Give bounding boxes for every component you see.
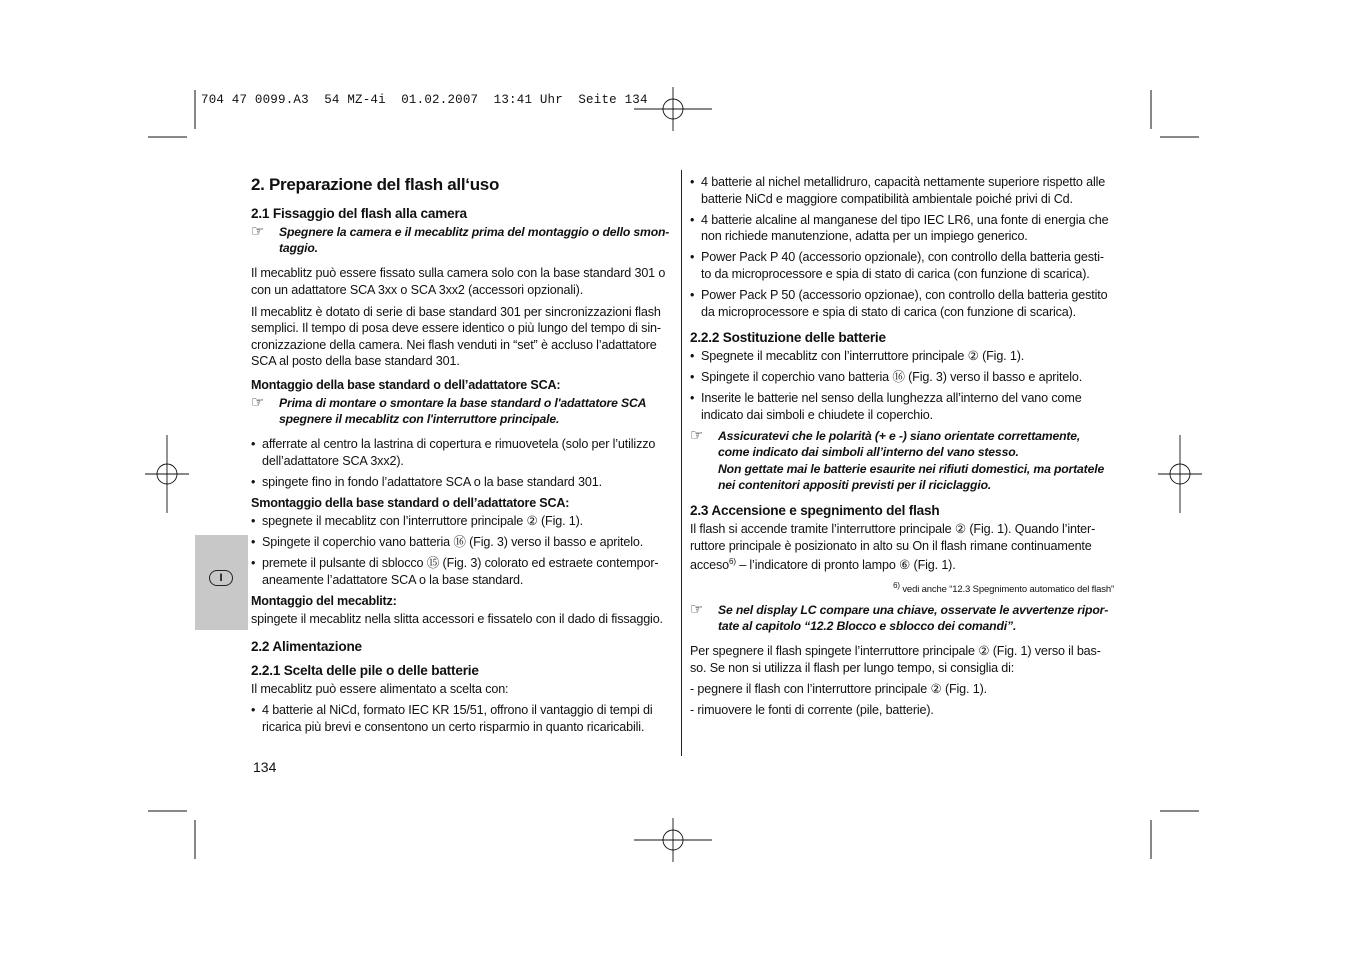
note: ☞ Spegnere la camera e il mecablitz prima del montaggio o dello smon-taggio. [251, 223, 670, 256]
paragraph: spingete il mecablitz nella slitta accessori e fissatelo con il dado di fissaggio. [251, 612, 663, 627]
list-item: • Spegnete il mecablitz con l’interruttore principale ② (Fig. 1). [690, 349, 1025, 364]
list-item: • Inserite le batterie nel senso della lunghezza all’interno del vano come indicato dai simboli e chiudete il coperchio. [690, 391, 1082, 423]
list-item: • 4 batterie al nichel metallidruro, capacità nettamente superiore rispetto alle batterie NiCd e maggiore compatibilità ambientale poiché privi di Cd. [690, 175, 1106, 206]
page-number: 134 [253, 759, 277, 775]
footnote: $^{6)}$ vedi anche “12.3 Spegnimento automatico del flash” [893, 580, 1114, 596]
heading-2-3: 2.3 Accensione e spegnimento del flash [690, 502, 940, 518]
subheading-mount: Montaggio della base standard o dell’adattatore SCA: [251, 377, 561, 392]
list-item: • Spingete il coperchio vano batteria ⑯ (Fig. 3) verso il basso e apritelo. [690, 370, 1083, 385]
list-item: • Power Pack P 40 (accessorio opzionale), con controllo della batteria gesti-to da microprocessore e spia di stato di carica (con funzione di scarica). [690, 250, 1104, 281]
pointing-hand-icon: ☞ [251, 393, 265, 411]
left-column [251, 174, 674, 740]
section-title: 2. Preparazione del flash all‘uso [251, 175, 500, 194]
paragraph: Il flash si accende tramite l’interruttore principale ② (Fig. 1). Quando l’inter-ruttore principale è posizionato in alto su On il flash rimane continuamente acceso$^{6)}$ – l’indicatore di pronto lampo ⑥ (Fig. 1). [690, 521, 1096, 573]
list-item: • Spingete il coperchio vano batteria ⑯ (Fig. 3) verso il basso e apritelo. [251, 535, 644, 550]
paragraph: Il mecablitz può essere alimentato a scelta con: [251, 681, 509, 696]
pointing-hand-icon: ☞ [251, 223, 265, 240]
list-item: • afferrate al centro la lastrina di copertura e rimuovetela (solo per l’utilizzo dell’adattatore SCA 3xx2). [251, 437, 656, 468]
note: ☞ Assicuratevi che le polarità (+ e -) siano orientate correttamente, come indicato dai simboli all’interno del vano stesso. Non gettate mai le batterie esaurite nei rifiuti domestici, ma portatele nei contenitori appositi previsti per il riciclaggio. [690, 427, 1105, 492]
pointing-hand-icon: ☞ [690, 427, 704, 445]
pointing-hand-icon: ☞ [690, 600, 704, 618]
column-divider [681, 170, 682, 756]
heading-2-2: 2.2 Alimentazione [251, 638, 362, 654]
paragraph: Per spegnere il flash spingete l’interruttore principale ② (Fig. 1) verso il bas-so. Se non si utilizza il flash per lungo tempo, si consiglia di: [690, 644, 1101, 675]
list-item: • Power Pack P 50 (accessorio opzionae), con controllo della batteria gestito da microprocessore e spia di stato di carica (con funzione di scarica). [690, 288, 1108, 319]
right-column [690, 174, 1114, 723]
note: ☞ Prima di montare o smontare la base standard o l'adattatore SCA spegnere il mecablitz con l'interruttore principale. [251, 393, 646, 427]
note: ☞ Se nel display LC compare una chiave, osservate le avvertenze ripor-tate al capitolo “12.2 Blocco e sblocco dei comandi”. [690, 600, 1109, 633]
list-item: • premete il pulsante di sblocco ⑮ (Fig. 3) colorato ed estraete contempor-aneamente l’adattatore SCA o la base standard. [251, 556, 659, 587]
subheading-unmount: Smontaggio della base standard o dell’adattatore SCA: [251, 496, 570, 511]
list-item: • 4 batterie al NiCd, formato IEC KR 15/51, offrono il vantaggio di tempi di ricarica più brevi e consentono un certo risparmio in quanto ricaricabili. [251, 703, 653, 734]
list-item: • spingete fino in fondo l’adattatore SCA o la base standard 301. [251, 475, 602, 490]
heading-2-2-1: 2.2.1 Scelta delle pile o delle batterie [251, 662, 479, 678]
subheading-mecablitz: Montaggio del mecablitz: [251, 594, 397, 609]
paragraph: Il mecablitz può essere fissato sulla camera solo con la base standard 301 o con un adattatore SCA 3xx o SCA 3xx2 (accessori opzionali). [251, 266, 666, 297]
list-item: • 4 batterie alcaline al manganese del tipo IEC LR6, una fonte di energia che non richiede manutenzione, adatta per un impiego generico. [690, 212, 1109, 244]
list-item: - rimuovere le fonti di corrente (pile, batterie). [690, 703, 934, 718]
language-badge: I [209, 570, 233, 586]
list-item: • spegnete il mecablitz con l’interruttore principale ② (Fig. 1). [251, 514, 584, 529]
list-item: - pegnere il flash con l’interruttore principale ② (Fig. 1). [690, 682, 987, 697]
print-header: 704 47 0099.A3 54 MZ-4i 01.02.2007 13:41 Uhr Seite 134 [201, 93, 648, 107]
language-tab [195, 535, 248, 630]
paragraph: Il mecablitz è dotato di serie di base standard 301 per sincronizzazioni flash semplici. Il tempo di posa deve essere identico o più lungo del tempo di sin-cronizzazione della camera. Nei flash venduti in “set” è accluso l’adattatore SCA al posto della base standard 301. [251, 304, 661, 369]
heading-2-1: 2.1 Fissaggio del flash alla camera [251, 206, 467, 221]
heading-2-2-2: 2.2.2 Sostituzione delle batterie [690, 330, 886, 346]
